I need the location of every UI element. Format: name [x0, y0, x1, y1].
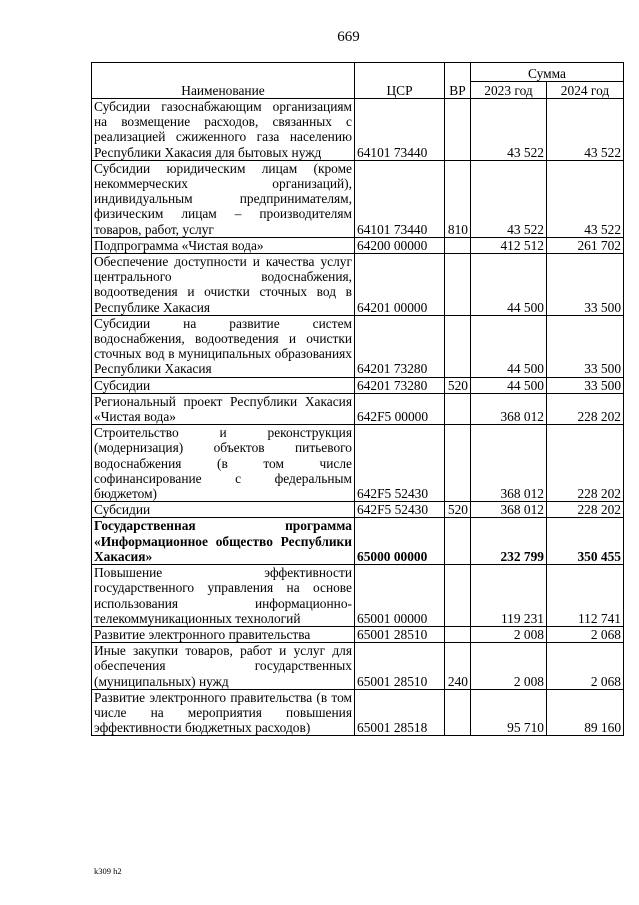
- row-csr: 64201 73280: [355, 377, 445, 393]
- table-row: [92, 160, 624, 237]
- row-csr: 642F5 52430: [355, 425, 445, 502]
- row-vr: [445, 425, 471, 502]
- row-sum-2023: 43 522: [471, 99, 547, 161]
- row-sum-2023: 232 799: [471, 518, 547, 565]
- row-vr: [445, 393, 471, 424]
- row-sum-2024: 2 068: [547, 643, 624, 690]
- row-vr: [445, 518, 471, 565]
- row-vr: 520: [445, 377, 471, 393]
- row-csr: 65001 28518: [355, 689, 445, 736]
- row-csr: 64101 73440: [355, 99, 445, 161]
- row-csr: 64200 00000: [355, 237, 445, 253]
- row-sum-2023: 44 500: [471, 254, 547, 316]
- row-name: Развитие электронного правительства: [92, 626, 355, 642]
- row-sum-2024: 43 522: [547, 160, 624, 237]
- row-sum-2023: 44 500: [471, 315, 547, 377]
- table-row: [92, 425, 624, 502]
- table-row: [92, 518, 624, 565]
- row-sum-2023: 119 231: [471, 565, 547, 627]
- row-sum-2023: 412 512: [471, 237, 547, 253]
- row-sum-2024: 228 202: [547, 502, 624, 518]
- table-row: [92, 393, 624, 424]
- row-csr: 65001 00000: [355, 565, 445, 627]
- header-csr: ЦСР: [355, 63, 445, 99]
- row-vr: [445, 565, 471, 627]
- row-name: Обеспечение доступности и качества услуг центрального водоснабжения, водоотведения и очистки сточных вод в Республике Хакасия: [92, 254, 355, 316]
- row-name: Региональный проект Республики Хакасия «Чистая вода»: [92, 393, 355, 424]
- row-vr: 810: [445, 160, 471, 237]
- budget-table: [91, 62, 624, 736]
- header-year-2024: 2024 год: [547, 82, 624, 99]
- row-name: Строительство и реконструкция (модернизация) объектов питьевого водоснабжения (в том числе софинансирование с федеральным бюджетом): [92, 425, 355, 502]
- row-sum-2024: 350 455: [547, 518, 624, 565]
- row-csr: 642F5 52430: [355, 502, 445, 518]
- row-name: Субсидии юридическим лицам (кроме некоммерческих организаций), индивидуальным предпринимателям, физическим лицам – производителям товаров, работ, услуг: [92, 160, 355, 237]
- table-row: [92, 254, 624, 316]
- row-sum-2023: 368 012: [471, 393, 547, 424]
- row-vr: [445, 237, 471, 253]
- row-name: Субсидии газоснабжающим организациям на возмещение расходов, связанных с реализацией сжиженного газа населению Республики Хакасия для бытовых нужд: [92, 99, 355, 161]
- row-sum-2024: 2 068: [547, 626, 624, 642]
- row-csr: 64101 73440: [355, 160, 445, 237]
- row-sum-2024: 228 202: [547, 393, 624, 424]
- row-name: Иные закупки товаров, работ и услуг для обеспечения государственных (муниципальных) нужд: [92, 643, 355, 690]
- header-vr: ВР: [445, 63, 471, 99]
- table-body: [92, 99, 624, 736]
- row-sum-2023: 2 008: [471, 626, 547, 642]
- table-row: [92, 689, 624, 736]
- row-sum-2023: 368 012: [471, 502, 547, 518]
- row-sum-2023: 2 008: [471, 643, 547, 690]
- row-vr: [445, 626, 471, 642]
- row-name: Развитие электронного правительства (в том числе на мероприятия повышения эффективности бюджетных расходов): [92, 689, 355, 736]
- row-csr: 64201 00000: [355, 254, 445, 316]
- row-name: Субсидии на развитие систем водоснабжения, водоотведения и очистки сточных вод в муниципальных образованиях Республики Хакасия: [92, 315, 355, 377]
- table-row: [92, 99, 624, 161]
- row-csr: 65001 28510: [355, 643, 445, 690]
- row-sum-2024: 33 500: [547, 315, 624, 377]
- row-vr: 240: [445, 643, 471, 690]
- row-vr: 520: [445, 502, 471, 518]
- header-sum: Сумма: [471, 63, 624, 82]
- table-row: [92, 315, 624, 377]
- row-vr: [445, 254, 471, 316]
- row-sum-2024: 33 500: [547, 254, 624, 316]
- row-vr: [445, 99, 471, 161]
- row-csr: 642F5 00000: [355, 393, 445, 424]
- row-vr: [445, 689, 471, 736]
- row-sum-2023: 44 500: [471, 377, 547, 393]
- page-number: 669: [337, 29, 360, 45]
- row-sum-2023: 43 522: [471, 160, 547, 237]
- header-year-2023: 2023 год: [471, 82, 547, 99]
- row-csr: 64201 73280: [355, 315, 445, 377]
- row-sum-2023: 368 012: [471, 425, 547, 502]
- table-row: [92, 565, 624, 627]
- row-csr: 65000 00000: [355, 518, 445, 565]
- row-name: Повышение эффективности государственного управления на основе использования информационно-телекоммуникационных технологий: [92, 565, 355, 627]
- row-name: Субсидии: [92, 502, 355, 518]
- row-sum-2024: 43 522: [547, 99, 624, 161]
- row-sum-2024: 33 500: [547, 377, 624, 393]
- row-sum-2023: 95 710: [471, 689, 547, 736]
- table-row: [92, 502, 624, 518]
- table-row: [92, 377, 624, 393]
- footer-code: k309 h2: [94, 866, 122, 876]
- table-row: [92, 626, 624, 642]
- row-name: Подпрограмма «Чистая вода»: [92, 237, 355, 253]
- row-csr: 65001 28510: [355, 626, 445, 642]
- row-name: Государственная программа «Информационное общество Республики Хакасия»: [92, 518, 355, 565]
- row-vr: [445, 315, 471, 377]
- header-name: Наименование: [92, 63, 355, 99]
- row-name: Субсидии: [92, 377, 355, 393]
- table-row: [92, 237, 624, 253]
- table-row: [92, 643, 624, 690]
- row-sum-2024: 228 202: [547, 425, 624, 502]
- row-sum-2024: 261 702: [547, 237, 624, 253]
- row-sum-2024: 112 741: [547, 565, 624, 627]
- row-sum-2024: 89 160: [547, 689, 624, 736]
